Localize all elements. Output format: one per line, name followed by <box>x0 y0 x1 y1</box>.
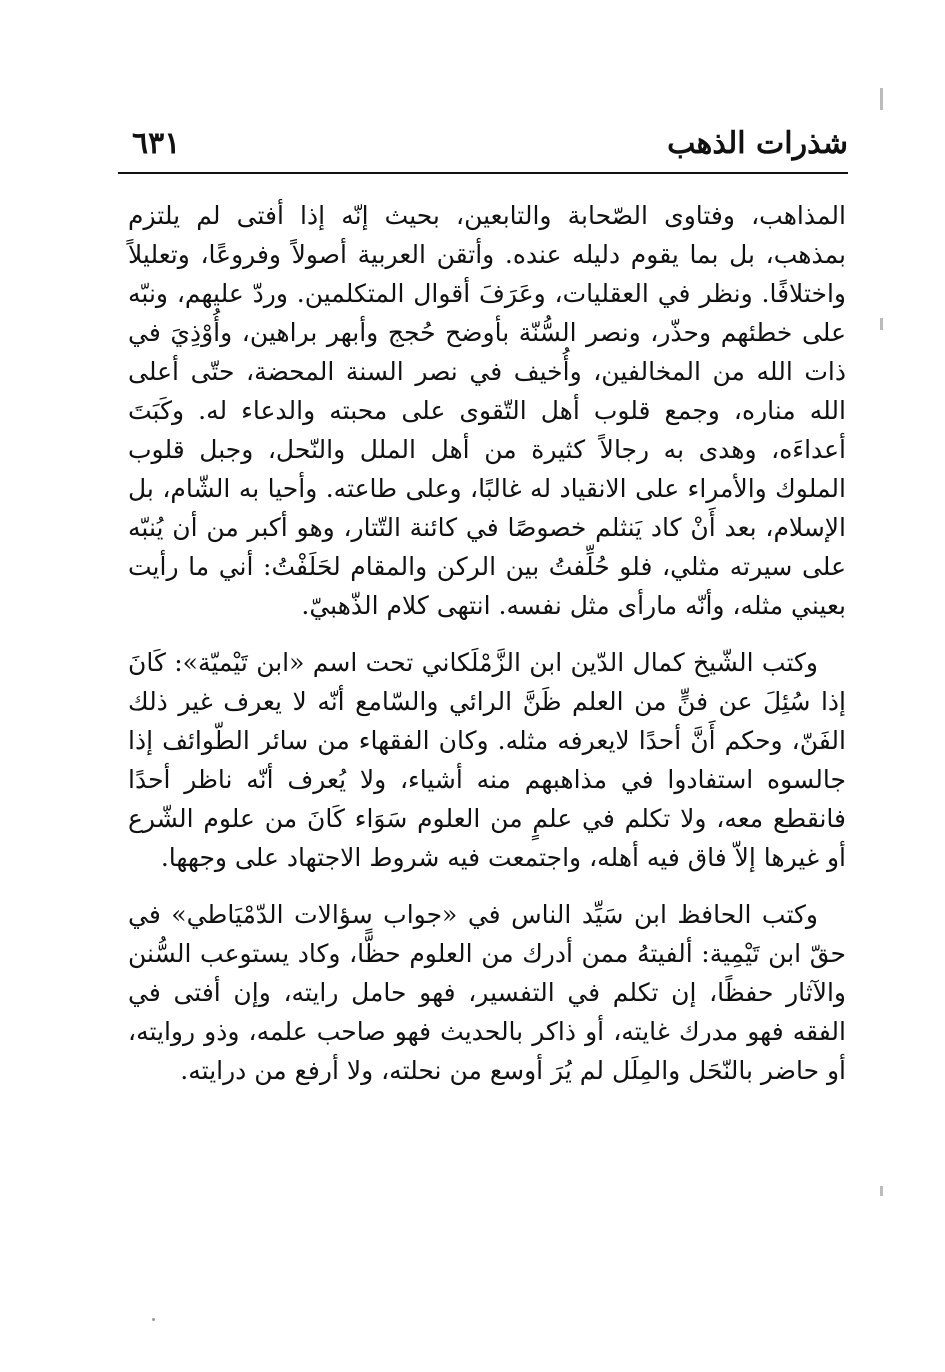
page-number: ٦٣١ <box>132 126 181 161</box>
running-title: شذرات الذهب <box>667 126 848 161</box>
margin-mark-top <box>880 88 883 110</box>
paragraph-2: وكتب الشّيخ كمال الدّين ابن الزَّمْلَكاني تحت اسم «ابن تَيْميّة»: كَانَ إذا سُئِلَ عن فنٍّ من العلم ظَنَّ الرائي والسّامع أنّه لا يعرف غير ذلك الفَنّ، وحكم أَنَّ أحدًا لايعرفه مثله. وكان الفقهاء من سائر الطّوائف إذا جالسوه استفادوا في مذاهبهم منه أشياء، ولا يُعرف أنّه ناظر أحدًا فانقطع معه، ولا تكلم في علمٍ من العلوم سَوَاء كَانَ من علوم الشّرع أو غيرها إلاّ فاق فيه أهله، واجتمعت فيه شروط الاجتهاد على وجهها. <box>128 648 846 872</box>
margin-mark-middle <box>880 318 883 330</box>
scan-speck <box>152 1318 155 1321</box>
body-text <box>128 196 846 1108</box>
margin-mark-lower <box>880 1186 883 1196</box>
running-header <box>118 118 848 168</box>
paragraph-3: وكتب الحافظ ابن سَيِّد الناس في «جواب سؤالات الدّمْيَاطي» في حقّ ابن تَيْمِية: ألفيتهُ ممن أدرك من العلوم حظًّا، وكاد يستوعب السُّنن والآثار حفظًا، إن تكلم في التفسير، فهو حامل رايته، وإن أفتى في الفقه فهو مدرك غايته، أو ذاكر بالحديث فهو صاحب علمه، وذو روايته، أو حاضر بالنّحَل والمِلَل لم يُرَ أوسع من نحلته، ولا أرفع من درايته. <box>128 900 846 1085</box>
header-rule <box>118 172 848 174</box>
paragraph-1: المذاهب، وفتاوى الصّحابة والتابعين، بحيث إنّه إذا أفتى لم يلتزم بمذهب، بل بما يقوم دليله عنده. وأتقن العربية أصولاً وفروعًا، وتعليلاً واختلافًا. ونظر في العقليات، وعَرَفَ أقوال المتكلمين. وردّ عليهم، ونبّه على خطئهم وحذّر، ونصر السُّنّة بأوضح حُجج وأبهر براهين، وأُوْذِيَ في ذات الله من المخالفين، وأُخيف في نصر السنة المحضة، حتّى أعلى الله مناره، وجمع قلوب أهل التّقوى على محبته والدعاء له. وكَبَتَ أعداءَه، وهدى به رجالاً كثيرة من أهل الملل والنّحل، وجبل قلوب الملوك والأمراء على الانقياد له غالبًا، وعلى طاعته. وأحيا به الشّام، بل الإسلام، بعد أَنْ كاد يَنثلم خصوصًا في كائنة التّتار، وهو أكبر من أن يُنبّه على سيرته مثلي، فلو حُلِّفتُ بين الركن والمقام لحَلَفْتُ: أني ما رأيت بعيني مثله، وأنّه مارأى مثل نفسه. انتهى كلام الذّهبيّ. <box>128 201 846 620</box>
